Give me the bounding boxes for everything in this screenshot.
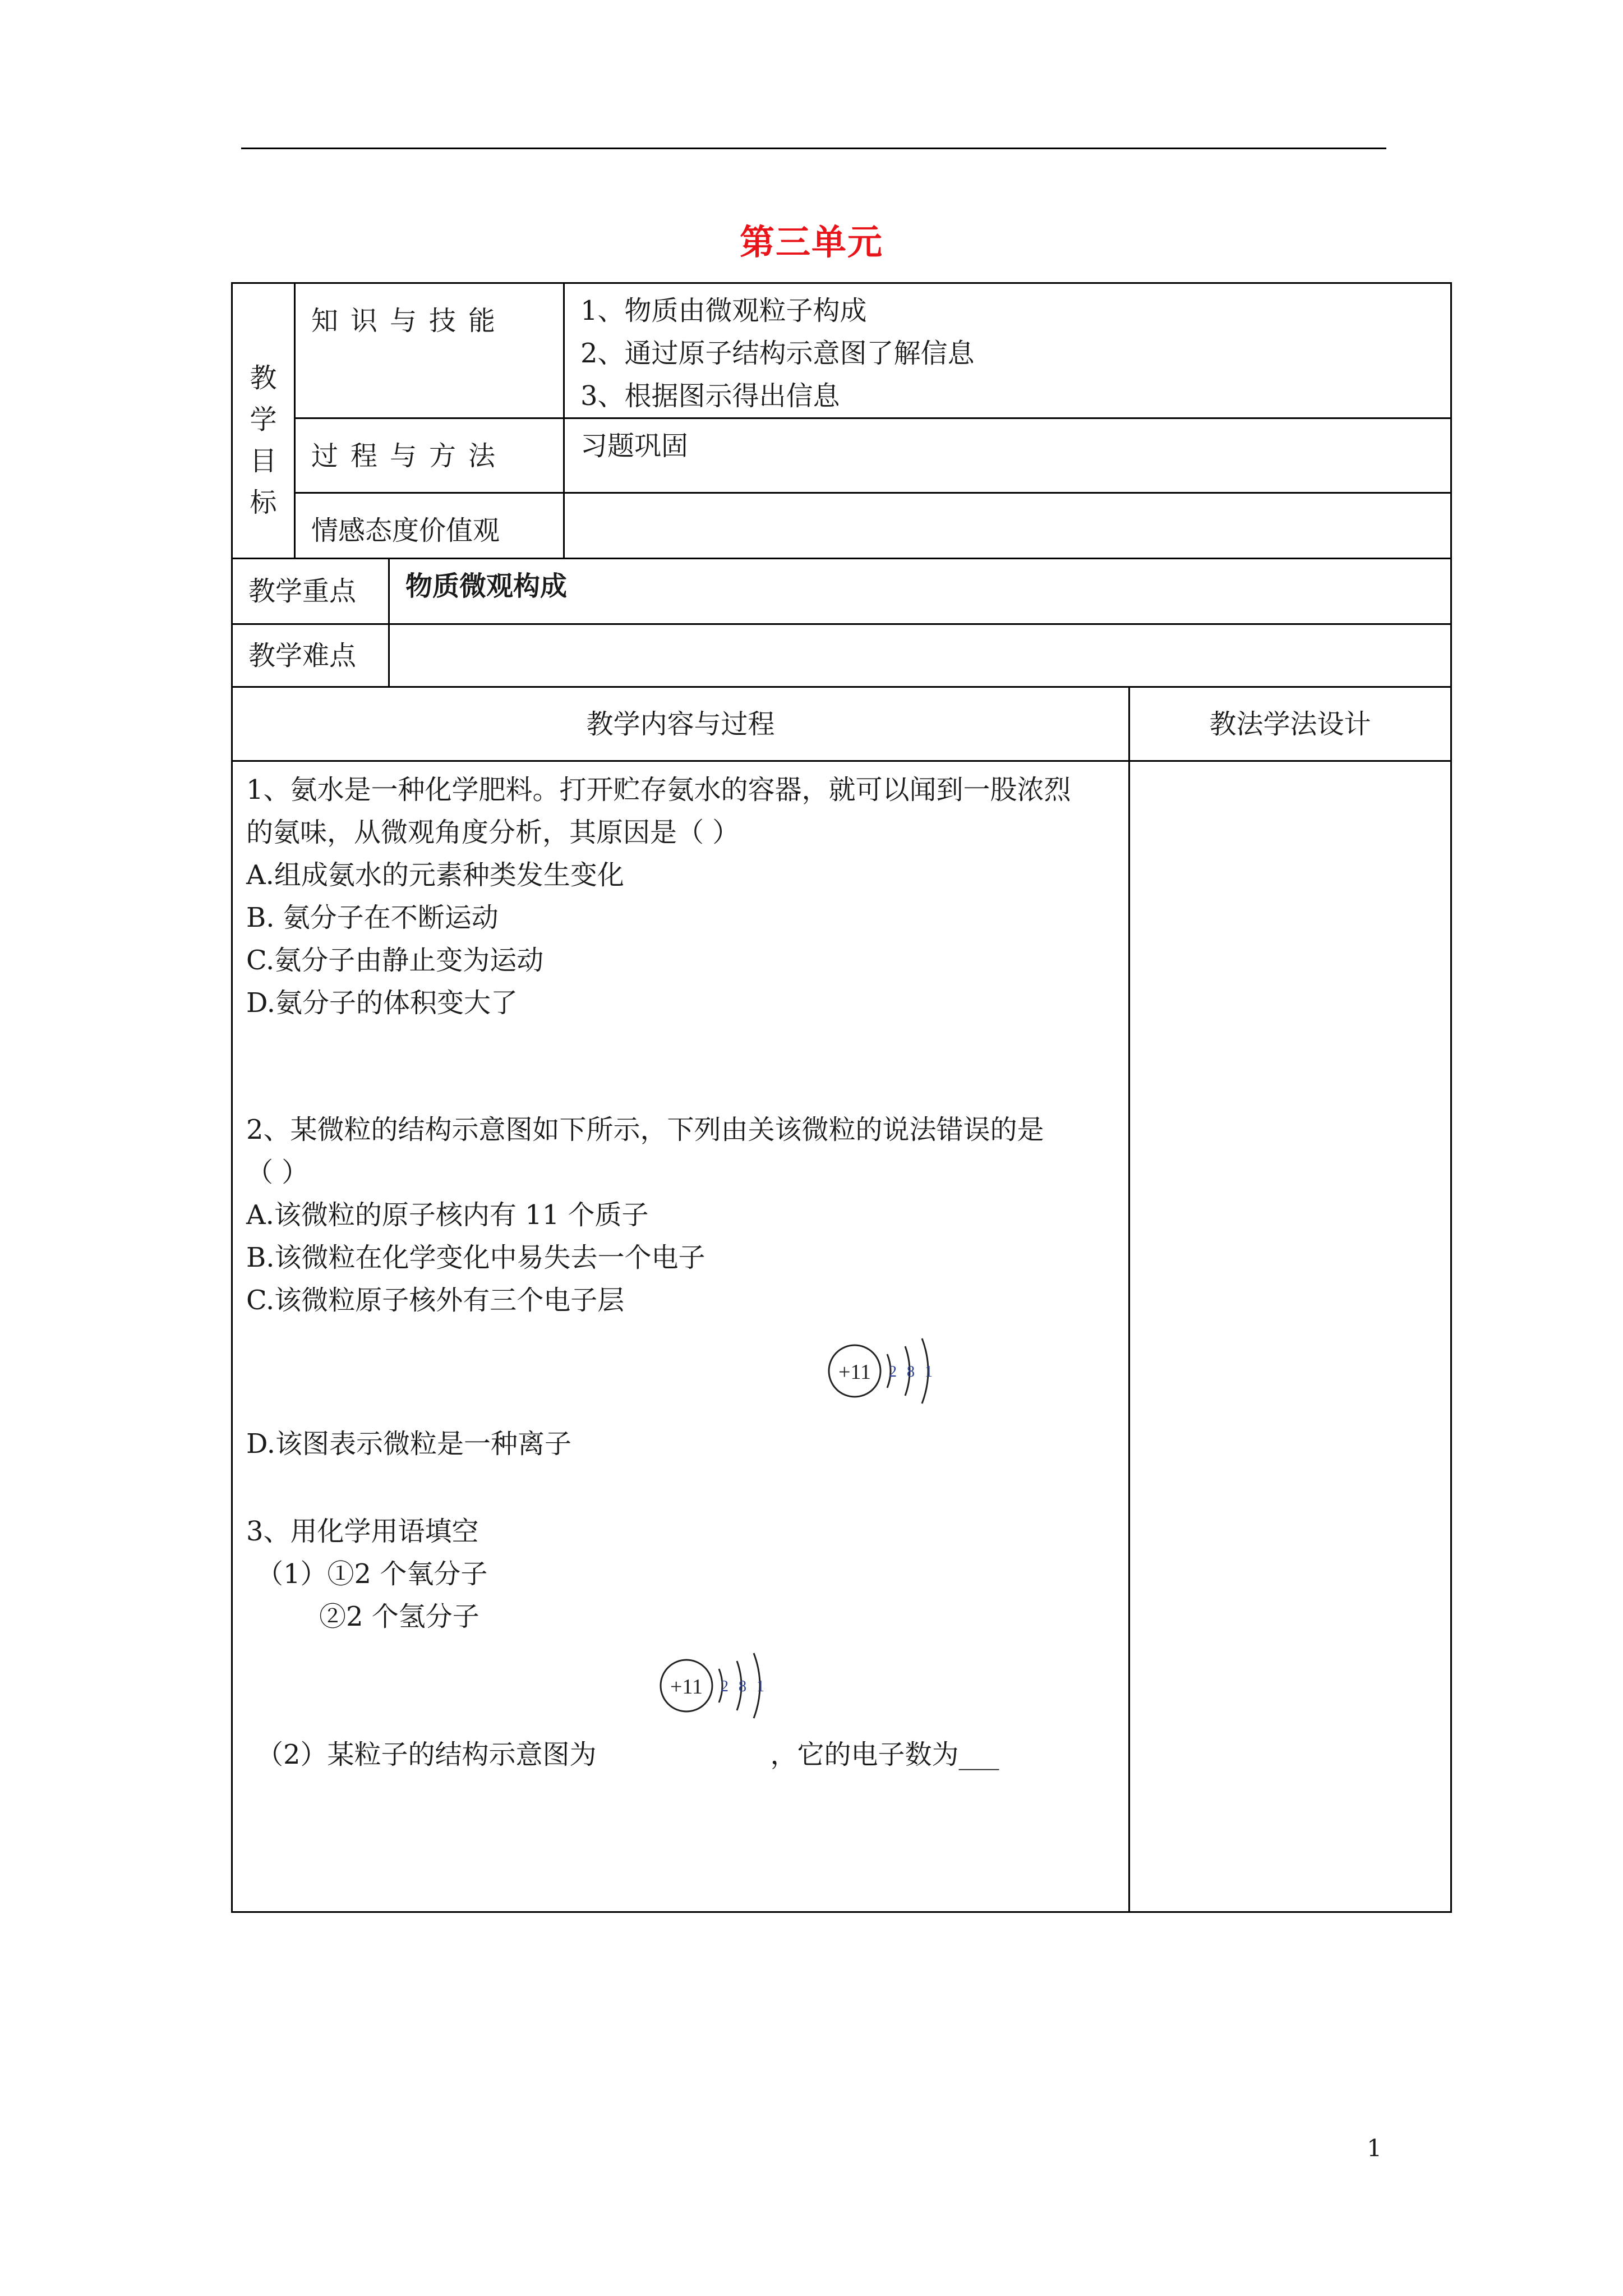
shell-count: 2 <box>889 1363 897 1381</box>
question-2: 2、某微粒的结构示意图如下所示，下列由关该微粒的说法错误的是 （ ） A.该微粒的原子核内有 11 个质子 B.该微粒在化学变化中易失去一个电子 C.该微粒原子核外有三个电子层 +11 2 8 1 D.该图表示微粒是一种离子 <box>246 1108 1128 1465</box>
option: A.该微粒的原子核内有 11 个质子 <box>246 1199 649 1231</box>
shell-count: 8 <box>739 1678 746 1695</box>
option: C.氨分子由静止变为运动 <box>246 945 544 976</box>
process-text: 习题巩固 <box>564 418 1451 493</box>
knowledge-label: 知识与技能 <box>295 283 564 418</box>
option: D.氨分子的体积变大了 <box>246 987 518 1019</box>
emotion-text <box>564 493 1451 559</box>
shell-count: 2 <box>721 1678 728 1695</box>
difficulty-label: 教学难点 <box>232 624 389 687</box>
atom-diagram-svg <box>658 1641 782 1731</box>
option: D.该图表示微粒是一种离子 <box>246 1428 572 1460</box>
option: C.该微粒原子核外有三个电子层 <box>246 1285 625 1316</box>
option: B.该微粒在化学变化中易失去一个电子 <box>246 1242 706 1273</box>
shell-count: 1 <box>925 1363 933 1381</box>
nucleus-label: +11 <box>838 1360 872 1384</box>
column-header-method: 教法学法设计 <box>1129 687 1451 761</box>
difficulty-text <box>389 624 1451 687</box>
knowledge-item: 2、通过原子结构示意图了解信息 <box>580 338 975 369</box>
nucleus-label: +11 <box>670 1675 703 1699</box>
atom-structure-diagram <box>246 1322 1128 1423</box>
option: A.组成氨水的元素种类发生变化 <box>246 859 624 891</box>
process-label: 过程与方法 <box>295 418 564 493</box>
focus-text: 物质微观构成 <box>389 559 1451 624</box>
question-1: 1、氨水是一种化学肥料。打开贮存氨水的容器，就可以闻到一股浓烈 的氨味，从微观角度分析，其原因是（ ） A.组成氨水的元素种类发生变化 B. 氨分子在不断运动 C.氨分子由静止变为运动 D.氨分子的体积变大了 <box>246 769 1128 1024</box>
knowledge-item: 3、根据图示得出信息 <box>580 380 840 412</box>
page-number: 1 <box>1367 2134 1382 2162</box>
column-header-content: 教学内容与过程 <box>232 687 1129 761</box>
focus-label: 教学重点 <box>232 559 389 624</box>
lesson-plan-table <box>231 282 1452 1913</box>
atom-diagram-svg <box>827 1326 950 1416</box>
shell-count: 1 <box>757 1678 764 1695</box>
knowledge-item: 1、物质由微观粒子构成 <box>580 295 867 326</box>
content-cell <box>232 761 1129 1912</box>
page-title: 第三单元 <box>739 222 883 263</box>
knowledge-items <box>564 283 1451 418</box>
method-design-cell <box>1129 761 1451 1912</box>
emotion-label: 情感态度价值观 <box>295 493 564 559</box>
question-3: 3、用化学用语填空 （1）①2 个氧分子 ②2 个氢分子 +11 2 8 1 （2）某粒子的结构示意图为 ，它的电子数为___ <box>246 1510 1128 1776</box>
atom-structure-diagram <box>246 1638 1128 1733</box>
top-rule <box>241 148 1386 149</box>
shell-count: 8 <box>907 1363 915 1381</box>
goals-group-label: 教 学 目 标 <box>232 283 295 559</box>
option: B. 氨分子在不断运动 <box>246 902 499 933</box>
